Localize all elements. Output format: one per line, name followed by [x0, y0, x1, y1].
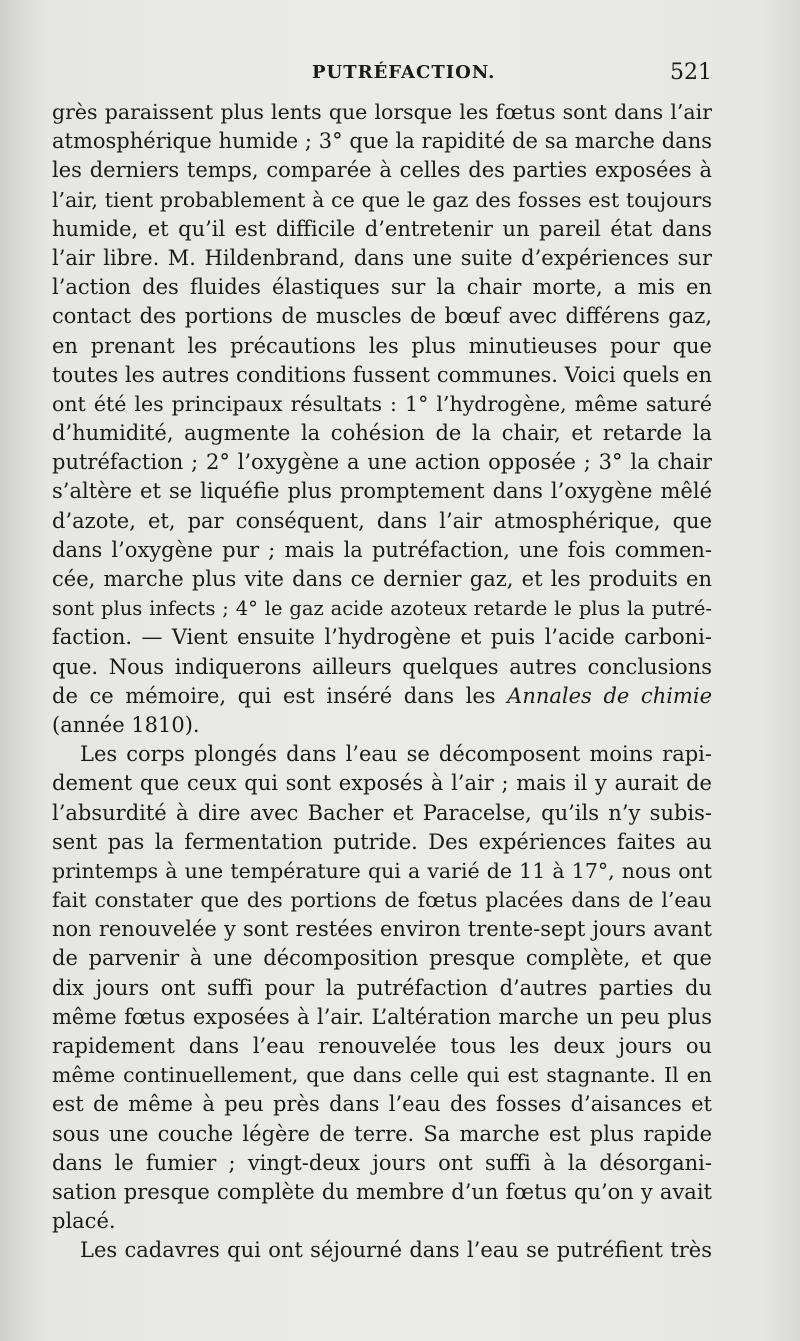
- text-line: ont été les principaux résultats : 1° l’hydrogène, même saturé: [52, 391, 712, 416]
- text-line: les derniers temps, comparée à celles des parties exposées à: [52, 158, 712, 183]
- text-line: l’air, tient probablement à ce que le gaz des fosses est toujours: [52, 187, 712, 212]
- text-line: atmosphérique humide ; 3° que la rapidité de sa marche dans: [52, 129, 712, 154]
- text-line: non renouvelée y sont restées environ trente-sept jours avant: [52, 917, 712, 942]
- text-line: même fœtus exposées à l’air. L’altération marche un peu plus: [52, 1004, 712, 1029]
- text-line: de parvenir à une décomposition presque complète, et que: [52, 946, 712, 971]
- text-line: putréfaction ; 2° l’oxygène a une action opposée ; 3° la chair: [52, 450, 712, 475]
- text-line: sation presque complète du membre d’un fœtus qu’on y avait: [52, 1179, 712, 1204]
- text-line: même continuellement, que dans celle qui est stagnante. Il en: [52, 1063, 712, 1088]
- text-line: placé.: [52, 1209, 116, 1234]
- text-line: toutes les autres conditions fussent communes. Voici quels en: [52, 362, 712, 387]
- text-line: d’azote, et, par conséquent, dans l’air atmosphérique, que: [52, 508, 712, 533]
- text-line: d’humidité, augmente la cohésion de la chair, et retarde la: [52, 421, 712, 446]
- text-line: est de même à peu près dans l’eau des fosses d’aisances et: [52, 1092, 712, 1117]
- page-number: 521: [670, 60, 712, 85]
- text-line: dement que ceux qui sont exposés à l’air ; mais il y aurait de: [52, 771, 712, 796]
- body-text: [52, 98, 712, 1266]
- text-line: Les corps plongés dans l’eau se décomposent moins rapi-: [80, 742, 712, 767]
- text-line: grès paraissent plus lents que lorsque les fœtus sont dans l’air: [52, 100, 712, 124]
- text-line: printemps à une température qui a varié de 11 à 17°, nous ont: [52, 858, 712, 883]
- text-segment: de ce mémoire, qui est inséré dans les: [52, 683, 508, 708]
- text-line: sous une couche légère de terre. Sa marche est plus rapide: [52, 1121, 712, 1146]
- text-line: dix jours ont suffi pour la putréfaction d’autres parties du: [52, 975, 712, 1000]
- text-line: (année 1810).: [52, 712, 200, 737]
- text-line: cée, marche plus vite dans ce dernier gaz, et les produits en: [52, 567, 712, 591]
- text-line: faction. — Vient ensuite l’hydrogène et puis l’acide carboni-: [52, 625, 712, 650]
- running-title: PUTRÉFACTION.: [312, 62, 496, 83]
- page-header: [52, 62, 712, 96]
- text-line: rapidement dans l’eau renouvelée tous les deux jours ou: [52, 1034, 712, 1058]
- text-line: humide, et qu’il est difficile d’entretenir un pareil état dans: [52, 216, 712, 241]
- text-line: l’action des fluides élastiques sur la chair morte, a mis en: [52, 275, 712, 300]
- text-line: dans le fumier ; vingt-deux jours ont suffi à la désorgani-: [52, 1150, 712, 1175]
- text-line: sent pas la fermentation putride. Des expériences faites au: [52, 829, 712, 854]
- text-line: contact des portions de muscles de bœuf avec différens gaz,: [52, 304, 712, 329]
- text-line: dans l’oxygène pur ; mais la putréfaction, une fois commen-: [52, 537, 712, 562]
- text-line: que. Nous indiquerons ailleurs quelques autres conclusions: [52, 654, 712, 679]
- text-line: l’air libre. M. Hildenbrand, dans une suite d’expériences sur: [52, 245, 712, 270]
- text-line: s’altère et se liquéfie plus promptement dans l’oxygène mêlé: [52, 479, 712, 504]
- text-line: l’absurdité à dire avec Bacher et Paracelse, qu’ils n’y subis-: [52, 800, 712, 825]
- text-line: [52, 682, 712, 711]
- text-line: sont plus infects ; 4° le gaz acide azoteux retarde le plus la putré-: [52, 597, 712, 621]
- text-line: Les cadavres qui ont séjourné dans l’eau se putréfient très: [80, 1238, 712, 1263]
- journal-title: Annales de chimie: [507, 683, 712, 708]
- text-line: en prenant les précautions les plus minutieuses pour que: [52, 333, 712, 358]
- text-line: fait constater que des portions de fœtus placées dans de l’eau: [52, 888, 712, 913]
